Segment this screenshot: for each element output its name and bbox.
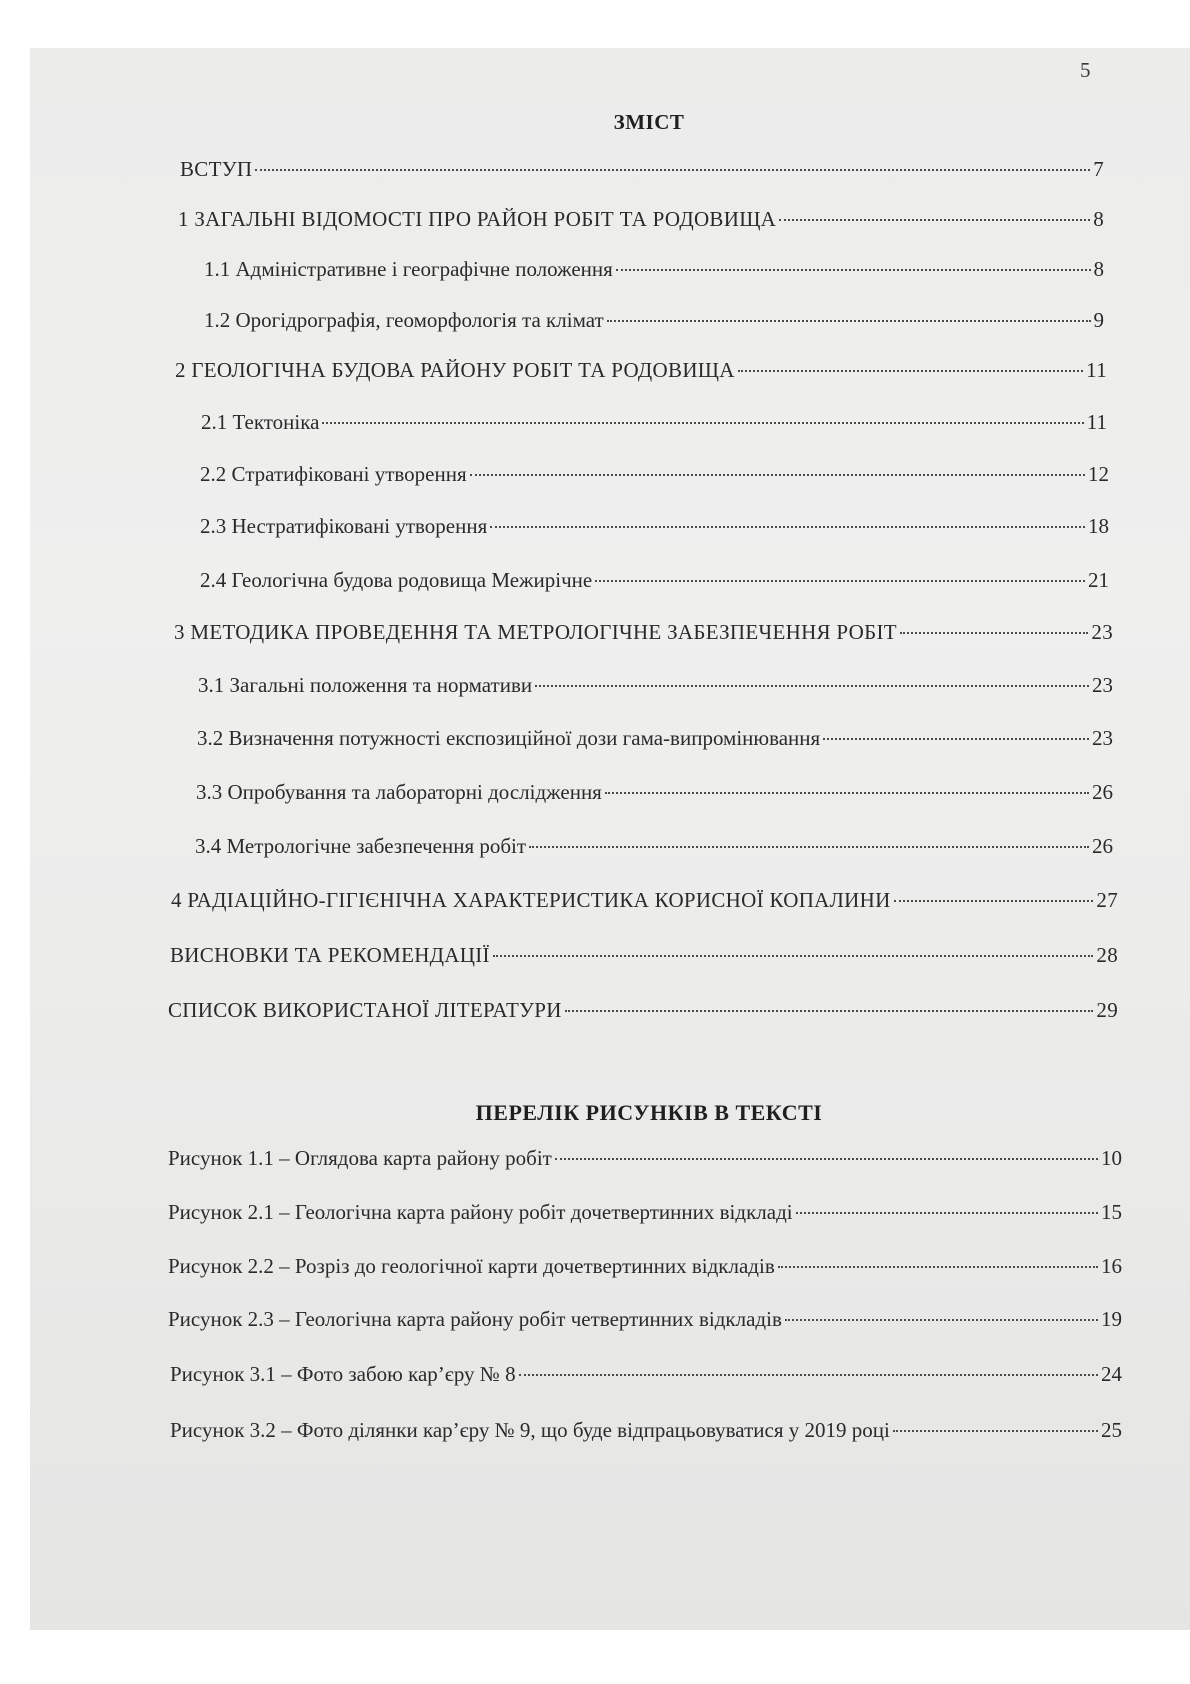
leader-dots: [796, 1212, 1098, 1214]
toc-entry: [200, 514, 1109, 539]
toc-entry: [180, 157, 1104, 182]
toc-entry: [198, 673, 1113, 698]
toc-entry: [171, 888, 1118, 913]
leader-dots: [607, 320, 1091, 322]
figure-entry: [168, 1146, 1122, 1171]
leader-dots: [823, 738, 1089, 740]
toc-entry-label: 1 ЗАГАЛЬНІ ВІДОМОСТІ ПРО РАЙОН РОБІТ ТА РОДОВИЩА: [178, 207, 777, 231]
leader-dots: [255, 169, 1090, 171]
figure-entry-page: 19: [1101, 1307, 1122, 1331]
toc-entry-label: 2 ГЕОЛОГІЧНА БУДОВА РАЙОНУ РОБІТ ТА РОДОВИЩА: [175, 358, 735, 382]
toc-entry-label: 3.1 Загальні положення та нормативи: [198, 673, 533, 697]
toc-entry-page: 11: [1086, 358, 1107, 382]
toc-entry: [197, 726, 1113, 751]
toc-entry-label: 2.4 Геологічна будова родовища Межирічне: [200, 568, 593, 592]
figure-entry: [168, 1200, 1122, 1225]
figure-entry-label: Рисунок 2.2 – Розріз до геологічної карти дочетвертинних відкладів: [168, 1254, 775, 1278]
figures-list-title: ПЕРЕЛІК РИСУНКІВ В ТЕКСТІ: [475, 1100, 823, 1125]
toc-entry: [170, 943, 1118, 968]
leader-dots: [519, 1374, 1098, 1376]
figure-entry-label: Рисунок 1.1 – Оглядова карта району робіт: [168, 1146, 552, 1170]
toc-entry-page: 26: [1092, 834, 1113, 858]
leader-dots: [565, 1010, 1094, 1012]
figure-entry-page: 24: [1101, 1362, 1122, 1386]
toc-entry-label: СПИСОК ВИКОРИСТАНОЇ ЛІТЕРАТУРИ: [168, 998, 562, 1022]
figure-entry: [168, 1254, 1122, 1279]
toc-entry: [196, 780, 1113, 805]
toc-entry-label: 3.3 Опробування та лабораторні дослідження: [196, 780, 602, 804]
leader-dots: [900, 632, 1089, 634]
toc-entry: [178, 207, 1104, 232]
figure-entry-page: 16: [1101, 1254, 1122, 1278]
figure-entry-label: Рисунок 3.2 – Фото ділянки кар’єру № 9, що буде відпрацьовуватися у 2019 році: [170, 1418, 890, 1442]
toc-entry-label: 1.1 Адміністративне і географічне положення: [204, 257, 613, 281]
leader-dots: [529, 846, 1089, 848]
toc-entry: [195, 834, 1113, 859]
toc-entry-page: 21: [1088, 568, 1109, 592]
toc-entry-label: 1.2 Орогідрографія, геоморфологія та клімат: [204, 308, 604, 332]
toc-entry-page: 26: [1092, 780, 1113, 804]
toc-entry-page: 8: [1093, 257, 1104, 281]
toc-entry-label: 4 РАДІАЦІЙНО-ГІГІЄНІЧНА ХАРАКТЕРИСТИКА КОРИСНОЇ КОПАЛИНИ: [171, 888, 891, 912]
toc-entry: [204, 308, 1104, 333]
figure-entry-page: 15: [1101, 1200, 1122, 1224]
leader-dots: [779, 219, 1090, 221]
leader-dots: [470, 474, 1085, 476]
toc-entry: [200, 568, 1109, 593]
toc-entry-page: 23: [1092, 726, 1113, 750]
toc-entry: [175, 358, 1107, 383]
toc-entry-page: 8: [1093, 207, 1104, 231]
toc-entry-page: 23: [1092, 673, 1113, 697]
figure-entry-label: Рисунок 3.1 – Фото забою кар’єру № 8: [170, 1362, 516, 1386]
figure-entry-page: 25: [1101, 1418, 1122, 1442]
leader-dots: [893, 1430, 1098, 1432]
toc-entry-page: 18: [1088, 514, 1109, 538]
toc-entry-page: 27: [1096, 888, 1118, 912]
toc-entry-label: 3 МЕТОДИКА ПРОВЕДЕННЯ ТА МЕТРОЛОГІЧНЕ ЗАБЕЗПЕЧЕННЯ РОБІТ: [174, 620, 897, 644]
figure-entry-label: Рисунок 2.3 – Геологічна карта району робіт четвертинних відкладів: [168, 1307, 782, 1331]
toc-entry: [200, 462, 1109, 487]
toc-entry: [168, 998, 1118, 1023]
leader-dots: [738, 370, 1083, 372]
figure-entry-label: Рисунок 2.1 – Геологічна карта району робіт дочетвертинних відкладі: [168, 1200, 793, 1224]
page-number: 5: [1080, 58, 1091, 82]
toc-entry-page: 12: [1088, 462, 1109, 486]
leader-dots: [493, 955, 1094, 957]
leader-dots: [616, 269, 1091, 271]
figure-entry: [168, 1307, 1122, 1332]
toc-entry: [201, 410, 1107, 435]
leader-dots: [322, 422, 1083, 424]
leader-dots: [595, 580, 1085, 582]
toc-entry-page: 28: [1096, 943, 1118, 967]
leader-dots: [605, 792, 1089, 794]
figure-entry-page: 10: [1101, 1146, 1122, 1170]
figure-entry: [170, 1362, 1122, 1387]
toc-entry-page: 7: [1093, 157, 1104, 181]
toc-entry-page: 11: [1086, 410, 1107, 434]
toc-entry-label: ВСТУП: [180, 157, 253, 181]
leader-dots: [535, 685, 1089, 687]
leader-dots: [785, 1319, 1098, 1321]
toc-title: ЗМІСТ: [613, 110, 685, 134]
toc-entry-label: 3.2 Визначення потужності експозиційної дози гама-випромінювання: [197, 726, 821, 750]
leader-dots: [778, 1266, 1098, 1268]
toc-entry-label: 3.4 Метрологічне забезпечення робіт: [195, 834, 527, 858]
toc-entry-page: 23: [1091, 620, 1113, 644]
toc-entry-label: 2.2 Стратифіковані утворення: [200, 462, 467, 486]
leader-dots: [894, 900, 1094, 902]
toc-entry: [204, 257, 1104, 282]
leader-dots: [555, 1158, 1098, 1160]
toc-entry-page: 9: [1093, 308, 1104, 332]
toc-entry-label: ВИСНОВКИ ТА РЕКОМЕНДАЦІЇ: [170, 943, 490, 967]
toc-entry-label: 2.1 Тектоніка: [201, 410, 320, 434]
toc-entry-label: 2.3 Нестратифіковані утворення: [200, 514, 488, 538]
leader-dots: [490, 526, 1085, 528]
toc-entry: [174, 620, 1113, 645]
toc-entry-page: 29: [1096, 998, 1118, 1022]
figure-entry: [170, 1418, 1122, 1443]
